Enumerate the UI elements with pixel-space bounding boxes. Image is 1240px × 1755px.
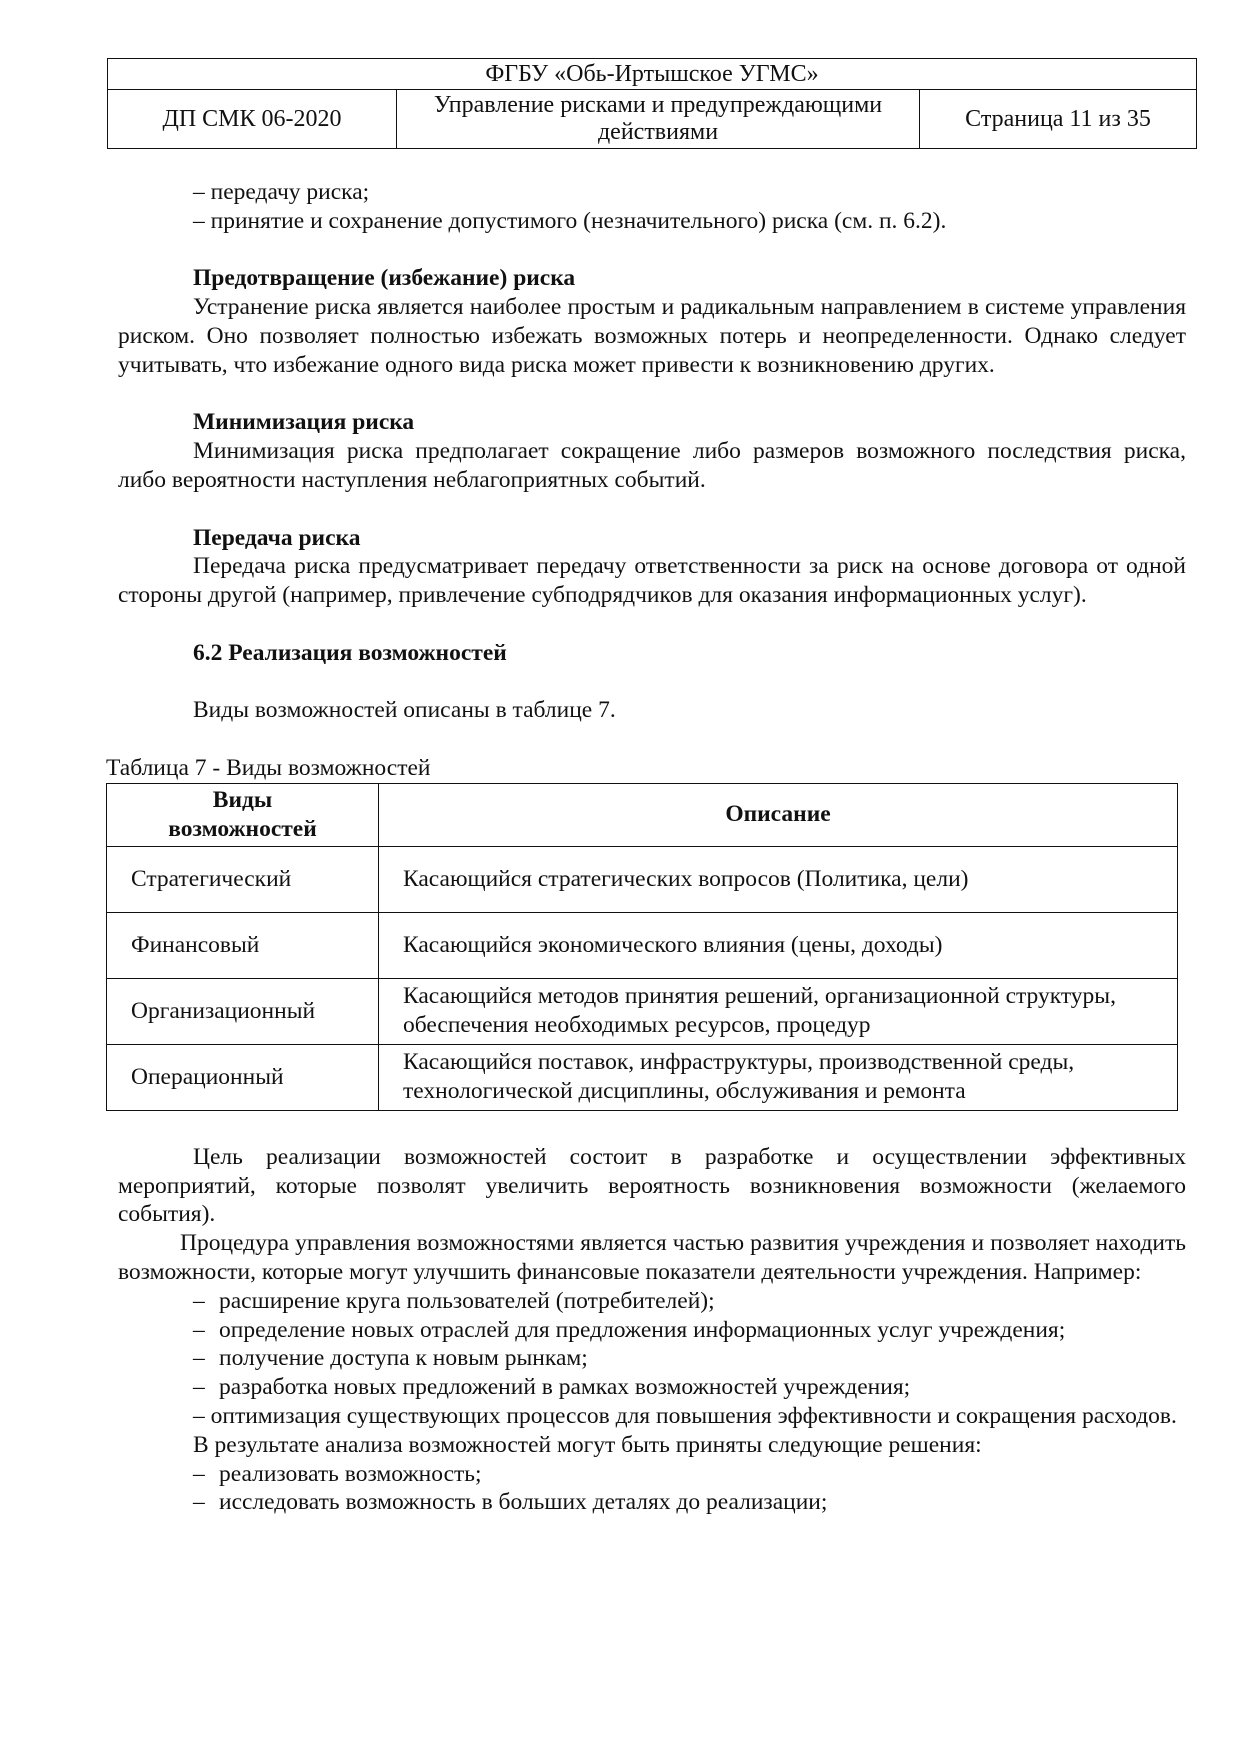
goal-paragraph: Цель реализации возможностей состоит в разработке и осуществлении эффективных мероприятий, которые позволят увеличить вероятность возникновения возможности (желаемого события). [118,1143,1186,1228]
list-item: – принятие и сохранение допустимого (незначительного) риска (см. п. 6.2). [193,207,947,234]
opportunity-type: Стратегический [107,846,379,912]
prevention-paragraph: Устранение риска является наиболее простым и радикальным направлением в системе управления риском. Оно позволяет полностью избежать возможных потерь и неопределенности. Однако следует учитывать, что избежание одного вида риска может привести к возникновению других. [118,294,1186,378]
page-number: Страница 11 из 35 [920,90,1197,149]
opportunity-types-table [106,783,1178,1111]
document-title-line-1: Управление рисками и предупреждающими [433,92,883,118]
document-title-line-2: действиями [597,119,719,145]
opportunity-description: Касающийся поставок, инфраструктуры, производственной среды, технологической дисциплины, обслуживания и ремонта [379,1044,1178,1110]
list-item: – передачу риска; [193,179,370,205]
table-row [107,1044,1178,1110]
list-item: – реализовать возможность; [193,1460,482,1487]
procedure-paragraph: Процедура управления возможностями является частью развития учреждения и позволяет находить возможности, которые могут улучшить финансовые показатели деятельности учреждения. Например: [118,1230,1186,1285]
table-row [107,846,1178,912]
table-row [107,912,1178,978]
opportunity-description: Касающийся экономического влияния (цены, доходы) [379,912,1178,978]
document-header-table [107,58,1197,149]
organization-name: ФГБУ «Обь-Иртышское УГМС» [108,59,1197,90]
table-row [107,978,1178,1044]
table-intro: Виды возможностей описаны в таблице 7. [193,697,616,724]
list-item: – разработка новых предложений в рамках возможностей учреждения; [193,1374,911,1401]
transfer-heading: Передача риска [193,524,361,551]
list-item: – получение доступа к новым рынкам; [193,1345,588,1372]
list-item: – исследовать возможность в больших деталях до реализации; [193,1489,828,1516]
table-caption: Таблица 7 - Виды возможностей [106,754,431,781]
minimization-paragraph: Минимизация риска предполагает сокращение либо размеров возможного последствия риска, либо вероятности наступления неблагоприятных событий. [118,438,1186,493]
list-item: – расширение круга пользователей (потребителей); [193,1287,715,1314]
opportunity-description: Касающийся стратегических вопросов (Политика, цели) [379,846,1178,912]
opportunity-type: Операционный [107,1044,379,1110]
opportunity-type: Финансовый [107,912,379,978]
result-paragraph: В результате анализа возможностей могут быть приняты следующие решения: [193,1431,982,1458]
table-header-description: Описание [379,783,1178,846]
opportunity-description: Касающийся методов принятия решений, организационной структуры, обеспечения необходимых ресурсов, процедур [379,978,1178,1044]
prevention-heading: Предотвращение (избежание) риска [193,265,576,292]
list-item: – оптимизация существующих процессов для повышения эффективности и сокращения расходов. [193,1402,1177,1429]
transfer-paragraph: Передача риска предусматривает передачу ответственности за риск на основе договора от одной стороны другой (например, привлечение субподрядчиков для оказания информационных услуг). [118,553,1186,609]
document-title [397,90,920,149]
list-item: – определение новых отраслей для предложения информационных услуг учреждения; [193,1316,1066,1343]
opportunity-type: Организационный [107,978,379,1044]
document-code: ДП СМК 06-2020 [108,90,397,149]
section-heading: 6.2 Реализация возможностей [193,639,507,666]
minimization-heading: Минимизация риска [193,409,415,436]
table-header-type: Виды возможностей [107,783,379,846]
document-body [106,178,1186,1517]
